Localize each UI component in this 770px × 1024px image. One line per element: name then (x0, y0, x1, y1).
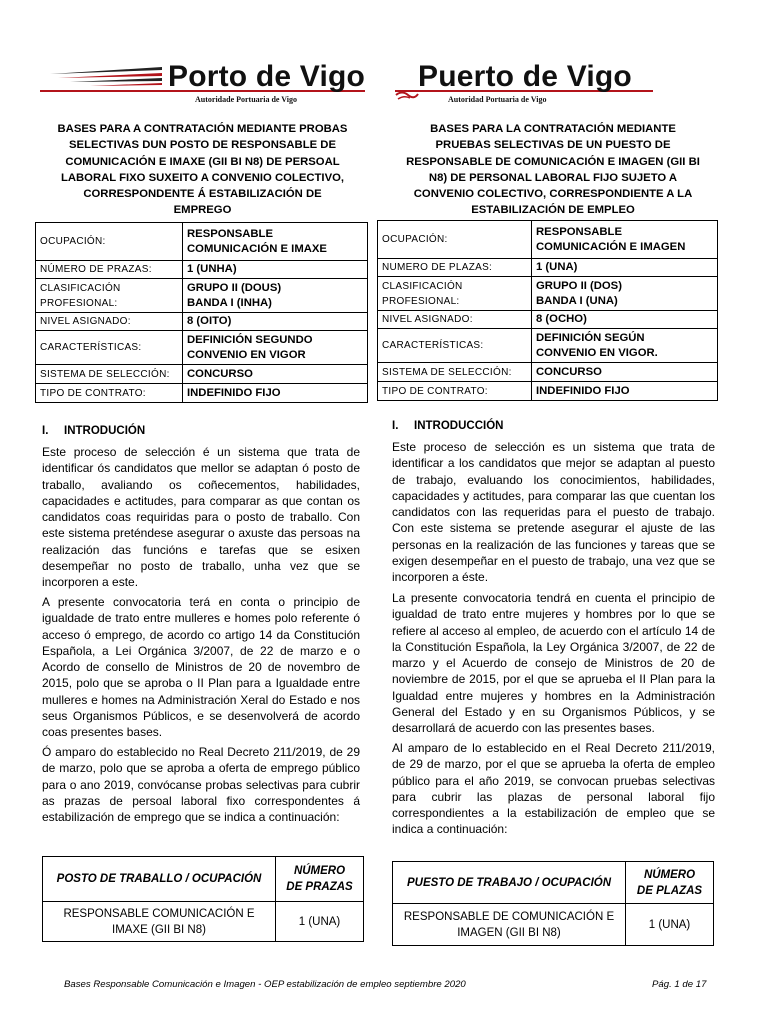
table-cell: RESPONSABLE DE COMUNICACIÓN E IMAGEN (GII BI N8) (393, 904, 626, 946)
info-key: NIVEL ASIGNADO: (36, 313, 183, 331)
info-value: GRUPO II (DOUS) BANDA I (INHA) (183, 279, 368, 313)
title-line: CONVENIO COLECTIVO, CORRESPONDIENTE A LA (413, 188, 693, 201)
table-row (378, 259, 718, 277)
column-header: NÚMERO DE PLAZAS (626, 862, 714, 904)
title-line: BASES PARA A CONTRATACIÓN MEDIANTE PROBAS (57, 123, 348, 135)
table-header-row (393, 862, 714, 904)
table-row (36, 331, 368, 365)
section-number: I. (42, 425, 49, 437)
title-line: N8) DE PERSONAL LABORAL FIJO SUJETO A (428, 171, 678, 184)
posts-table (42, 856, 364, 942)
table-row (36, 365, 368, 384)
title-line: EMPREGO (173, 204, 232, 217)
table-row (36, 279, 368, 313)
table-row (378, 363, 718, 382)
title-line: PRUEBAS SELECTIVAS DE UN PUESTO DE (435, 139, 671, 152)
section-number: I. (392, 420, 399, 432)
title-line: SELECTIVAS DUN POSTO DE RESPONSABLE DE (69, 139, 336, 152)
job-info-table (35, 222, 368, 403)
page-number: Pág. 1 de 17 (652, 979, 707, 990)
paragraph: Al amparo de lo establecido en el Real Decreto 211/2019, de 29 de marzo, por el que se aprueba la oferta de empleo público para el año 2019, se convocan pruebas selectivas para cubrir las plazas de personal laboral fijo correspondientes a la estabilización de empleo que se indica a continuación: (392, 741, 715, 837)
footer-text: Bases Responsable Comunicación e Imagen - OEP estabilización de empleo septiembre 2020 (64, 979, 466, 990)
posts-table (392, 861, 714, 946)
document-title-spanish (378, 121, 728, 219)
table-cell: 1 (UNA) (626, 904, 714, 946)
paragraph: La presente convocatoria tendrá en cuenta el principio de igualdad de trato entre mujeres y hombres por lo que se refiere al acceso al empleo, de acuerdo con el artículo 14 de la Constitución Española, la Ley Orgánica 3/2007, de 22 de marzo y el Acuerdo de consejo de Ministros de 20 de noviembre de 2015, por el que se aprueba el II Plan para la Igualdad entre mujeres y hombres en la Administración General del Estado y en su Organismos Públicos, y se desarrollará de acuerdo con las presentes bases. (392, 591, 715, 736)
speed-lines-icon (50, 66, 170, 88)
info-key: OCUPACIÓN: (36, 223, 183, 261)
info-value: DEFINICIÓN SEGUNDO CONVENIO EN VIGOR (183, 331, 368, 365)
info-value: 8 (OCHO) (532, 311, 718, 329)
table-row (378, 382, 718, 401)
document-title-galician (35, 121, 370, 219)
title-line: BASES PARA LA CONTRATACIÓN MEDIANTE (430, 123, 676, 135)
info-key: TIPO DE CONTRATO: (36, 384, 183, 403)
table-row (36, 261, 368, 279)
logo-left-name: Porto de Vigo (168, 60, 366, 93)
info-key: CLASIFICACIÓN PROFESIONAL: (36, 279, 183, 313)
logo-right-subtitle: Autoridad Portuaria de Vigo (448, 95, 547, 104)
info-key: OCUPACIÓN: (378, 221, 532, 259)
paragraph: Este proceso de selección es un sistema que trata de identificar a los candidatos que mejor se adaptan al puesto de trabajo, evaluando los conocimientos, habilidades, capacidades y actitudes, para comparar las que cuentan los candidatos con las requeridas para el puesto de trabajo. Con este sistema se pretende asegurar el ajuste de las personas en la realización de las funciones y tareas que se exigen desempeñar en el puesto de trabajo, una vez que se incorporen a éste. (392, 440, 715, 585)
title-line: RESPONSABLE DE COMUNICACIÓN E IMAGEN (GII BI (406, 155, 700, 168)
section-title: INTRODUCIÓN (64, 425, 146, 437)
table-row (378, 221, 718, 259)
table-row (36, 384, 368, 403)
table-row (378, 329, 718, 363)
table-cell: 1 (UNA) (276, 902, 364, 942)
table-row (43, 902, 364, 942)
wave-icon (394, 89, 420, 101)
paragraph: Ó amparo do establecido no Real Decreto 211/2019, de 29 de marzo, polo que se aproba a oferta de emprego público para o ano 2019, convócanse probas selectivas para cubrir as prazas de persoal laboral fixo correspondentes á estabilización de emprego que se indica a continuación: (42, 745, 360, 825)
info-key: TIPO DE CONTRATO: (378, 382, 532, 401)
info-key: SISTEMA DE SELECCIÓN: (378, 363, 532, 382)
info-key: CARACTERÍSTICAS: (36, 331, 183, 365)
section-title: INTRODUCCIÓN (414, 420, 504, 432)
title-line: LABORAL FIXO SUXEITO A CONVENIO COLECTIVO, (60, 171, 345, 184)
info-value: 8 (OITO) (183, 313, 368, 331)
job-info-table (377, 220, 718, 401)
info-value: RESPONSABLE COMUNICACIÓN E IMAXE (183, 223, 368, 261)
column-header: NÚMERO DE PRAZAS (276, 857, 364, 902)
info-key: NÚMERO DE PRAZAS: (36, 261, 183, 279)
info-key: SISTEMA DE SELECCIÓN: (36, 365, 183, 384)
info-value: DEFINICIÓN SEGÚN CONVENIO EN VIGOR. (532, 329, 718, 363)
info-key: CLASIFICACIÓN PROFESIONAL: (378, 277, 532, 311)
title-line: ESTABILIZACIÓN DE EMPLEO (471, 204, 635, 217)
info-value: CONCURSO (532, 363, 718, 382)
info-value: CONCURSO (183, 365, 368, 384)
table-header-row (43, 857, 364, 902)
title-line: CORRESPONDENTE Á ESTABILIZACIÓN DE (83, 188, 322, 201)
column-header: POSTO DE TRABALLO / OCUPACIÓN (43, 857, 276, 902)
info-key: NUMERO DE PLAZAS: (378, 259, 532, 277)
paragraph: Este proceso de selección é un sistema que trata de identificar ós candidatos que mellor se adaptan ó posto de traballo, avaliando os coñecementos, habilidades, capacidades e actitudes, para comparar as que contan os candidatos coas requiridas para o posto de traballo. Con este sistema preténdese asegurar o axuste das persoas na realización das funcións e tarefas que se esixen desempeñar no posto de traballo, unha vez que se incorporen a este. (42, 445, 360, 590)
info-value: RESPONSABLE COMUNICACIÓN E IMAGEN (532, 221, 718, 259)
info-key: CARACTERÍSTICAS: (378, 329, 532, 363)
info-value: INDEFINIDO FIJO (183, 384, 368, 403)
info-key: NIVEL ASIGNADO: (378, 311, 532, 329)
paragraph: A presente convocatoria terá en conta o principio de igualdade de trato entre mulleres e homes polo referente ó acceso ó emprego, de acordo co artigo 14 da Constitución Española, a Lei Orgánica 3/2007, de 22 de marzo e o Acordo de consello de Ministros de 20 de novembro de 2015, polo que se aproba o II Plan para a Igualdade entre mulleres e homes na Administración Xeral do Estado e nos seus Organismos Públicos, e se desenvolverá de acordo coas presentes bases. (42, 595, 360, 740)
info-value: INDEFINIDO FIJO (532, 382, 718, 401)
section-heading (392, 420, 503, 432)
table-row (378, 311, 718, 329)
logo-left-subtitle: Autoridade Portuaria de Vigo (195, 95, 297, 104)
table-row (36, 313, 368, 331)
table-row (393, 904, 714, 946)
info-value: GRUPO II (DOS) BANDA I (UNA) (532, 277, 718, 311)
table-row (36, 223, 368, 261)
table-cell: RESPONSABLE COMUNICACIÓN E IMAXE (GII BI N8) (43, 902, 276, 942)
info-value: 1 (UNHA) (183, 261, 368, 279)
table-row (378, 277, 718, 311)
info-value: 1 (UNA) (532, 259, 718, 277)
column-header: PUESTO DE TRABAJO / OCUPACIÓN (393, 862, 626, 904)
section-heading (42, 425, 145, 437)
title-line: COMUNICACIÓN E IMAXE (GII BI N8) DE PERSOAL (65, 155, 340, 168)
logo-right-name: Puerto de Vigo (418, 60, 632, 93)
